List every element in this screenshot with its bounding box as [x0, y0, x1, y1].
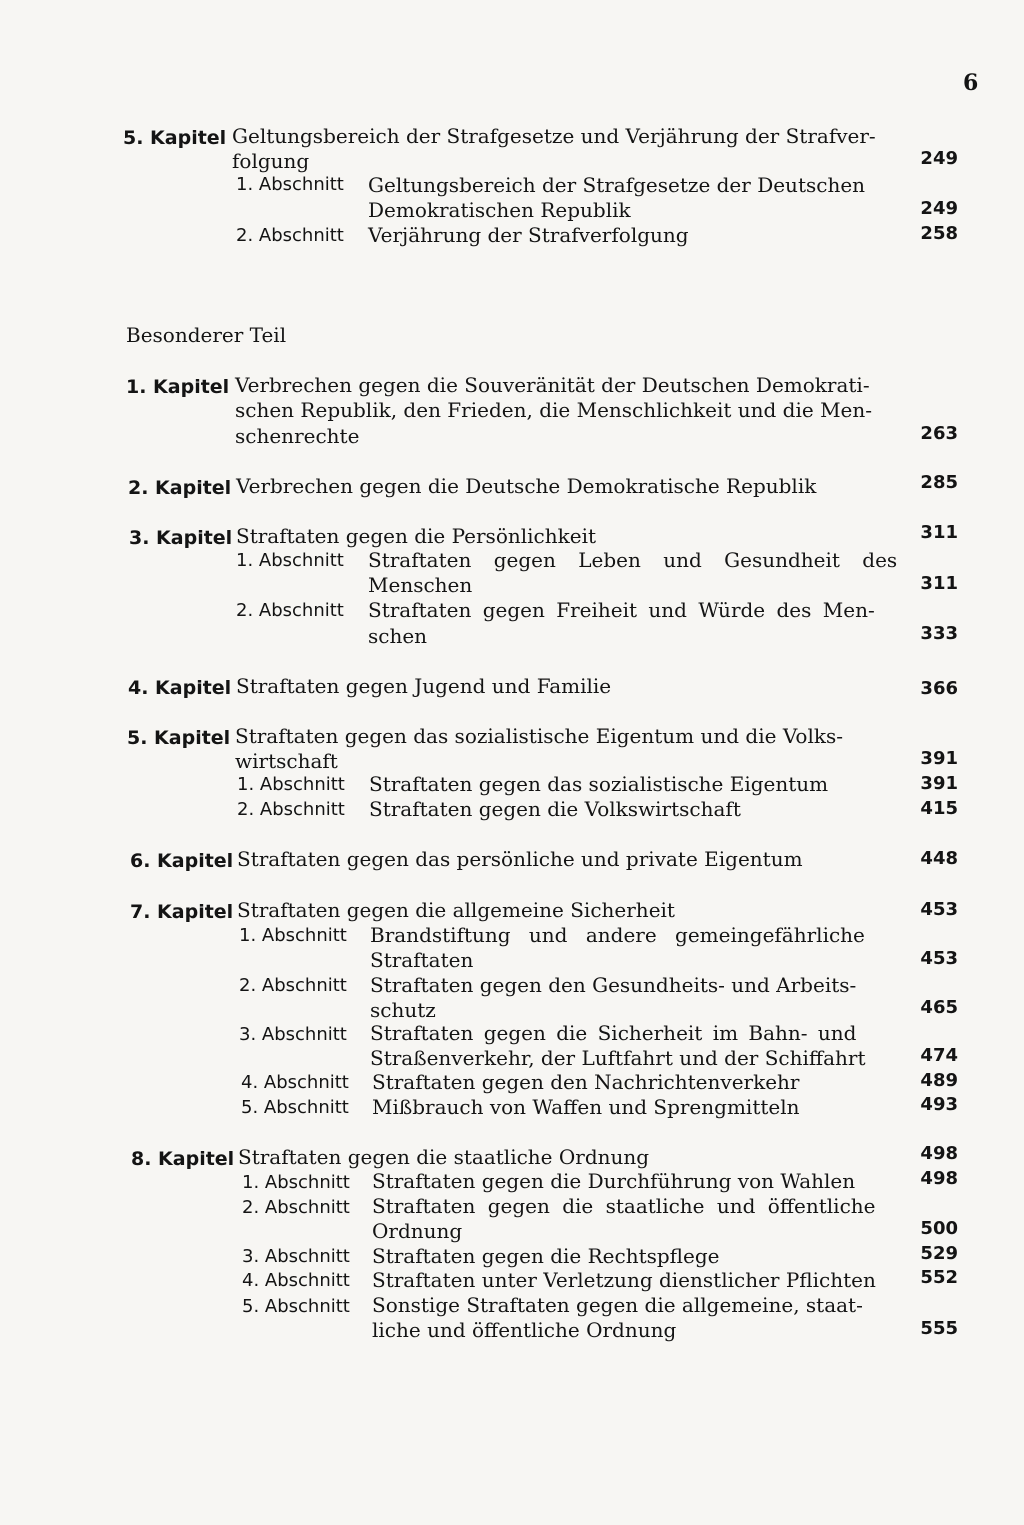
chapter-label: 7. Kapitel [130, 901, 234, 923]
chapter-label: 1. Kapitel [126, 376, 230, 398]
chapter-label: 6. Kapitel [130, 850, 234, 872]
chapter-title: Verbrechen gegen die Deutsche Demokratische Republik [236, 474, 817, 498]
page-ref: 448 [920, 848, 958, 869]
section-label: 1. Abschnitt [237, 774, 345, 795]
page-ref: 465 [920, 997, 958, 1018]
section-title: Straftaten gegen den Nachrichtenverkehr [372, 1070, 800, 1094]
page-ref: 258 [920, 223, 958, 244]
section-title: Demokratischen Republik [368, 198, 631, 222]
section-title: Straftaten gegen die Rechtspflege [372, 1244, 720, 1268]
page-ref: 529 [920, 1243, 958, 1264]
chapter-title: Geltungsbereich der Strafgesetze und Verjährung der Strafver- [232, 124, 876, 148]
page-ref: 453 [920, 948, 958, 969]
section-title: liche und öffentliche Ordnung [372, 1318, 677, 1342]
section-label: 1. Abschnitt [239, 925, 347, 946]
chapter-title: schenrechte [235, 424, 360, 448]
page-ref: 249 [920, 148, 958, 169]
page-ref: 493 [920, 1094, 958, 1115]
section-label: 1. Abschnitt [242, 1172, 350, 1193]
section-title: Brandstiftung und andere gemeingefährliche [370, 923, 865, 947]
section-title: Menschen [368, 573, 473, 597]
section-label: 1. Abschnitt [236, 174, 344, 195]
chapter-label: 8. Kapitel [131, 1148, 235, 1170]
page-ref: 249 [920, 198, 958, 219]
section-title: Straftaten gegen den Gesundheits- und Arbeits- [370, 973, 857, 997]
section-label: 4. Abschnitt [241, 1072, 349, 1093]
page-ref: 555 [920, 1318, 958, 1339]
section-label: 2. Abschnitt [239, 975, 347, 996]
section-title: Straftaten gegen die Durchführung von Wahlen [372, 1169, 856, 1193]
chapter-title: wirtschaft [235, 749, 338, 773]
chapter-label: 4. Kapitel [128, 677, 232, 699]
section-title: Straftaten gegen das sozialistische Eigentum [369, 772, 829, 796]
chapter-label: 2. Kapitel [128, 477, 232, 499]
section-title: Straftaten [370, 948, 474, 972]
part-heading: Besonderer Teil [126, 323, 287, 347]
section-title: Straftaten unter Verletzung dienstlicher Pflichten [372, 1268, 876, 1292]
chapter-label: 3. Kapitel [129, 527, 233, 549]
section-title: Straßenverkehr, der Luftfahrt und der Schiffahrt [370, 1046, 866, 1070]
page-ref: 391 [920, 748, 958, 769]
chapter-label: 5. Kapitel [123, 127, 227, 149]
section-title: Straftaten gegen Leben und Gesundheit des [368, 548, 898, 572]
section-title: Straftaten gegen die staatliche und öffentliche [372, 1194, 876, 1218]
section-title: Straftaten gegen die Volkswirtschaft [369, 797, 741, 821]
page-ref: 415 [920, 798, 958, 819]
section-title: schutz [370, 998, 436, 1022]
page-ref: 263 [920, 423, 958, 444]
page-ref: 498 [920, 1143, 958, 1164]
section-title: Sonstige Straftaten gegen die allgemeine, staat- [372, 1293, 863, 1317]
section-label: 4. Abschnitt [242, 1270, 350, 1291]
page-ref: 474 [920, 1045, 958, 1066]
section-label: 2. Abschnitt [236, 600, 344, 621]
section-title: Verjährung der Strafverfolgung [368, 223, 689, 247]
section-title: Mißbrauch von Waffen und Sprengmitteln [372, 1095, 800, 1119]
page-ref: 500 [920, 1218, 958, 1239]
page-ref: 285 [920, 472, 958, 493]
section-title: Geltungsbereich der Strafgesetze der Deutschen [368, 173, 866, 197]
chapter-title: Straftaten gegen das sozialistische Eigentum und die Volks- [235, 724, 844, 748]
chapter-title: Straftaten gegen Jugend und Familie [236, 674, 612, 698]
section-label: 3. Abschnitt [239, 1024, 347, 1045]
page-ref: 333 [920, 623, 958, 644]
page-ref: 489 [920, 1070, 958, 1091]
page-ref: 311 [920, 522, 958, 543]
chapter-title: Straftaten gegen die staatliche Ordnung [238, 1145, 650, 1169]
section-label: 1. Abschnitt [236, 550, 344, 571]
section-title: schen [368, 624, 428, 648]
section-label: 5. Abschnitt [242, 1296, 350, 1317]
section-label: 2. Abschnitt [237, 799, 345, 820]
section-label: 2. Abschnitt [242, 1197, 350, 1218]
section-label: 5. Abschnitt [241, 1097, 349, 1118]
chapter-title: folgung [232, 149, 310, 173]
page-number: 6 [963, 70, 979, 96]
chapter-title: Straftaten gegen das persönliche und private Eigentum [237, 847, 803, 871]
page-ref: 391 [920, 773, 958, 794]
section-title: Straftaten gegen Freiheit und Würde des Men- [368, 598, 875, 622]
page-ref: 498 [920, 1168, 958, 1189]
page-ref: 552 [920, 1267, 958, 1288]
page-ref: 366 [920, 678, 958, 699]
section-label: 3. Abschnitt [242, 1246, 350, 1267]
chapter-title: Straftaten gegen die allgemeine Sicherheit [237, 898, 675, 922]
page-ref: 311 [920, 573, 958, 594]
section-title: Ordnung [372, 1219, 463, 1243]
chapter-label: 5. Kapitel [127, 727, 231, 749]
chapter-title: Verbrechen gegen die Souveränität der Deutschen Demokrati- [235, 373, 870, 397]
section-label: 2. Abschnitt [236, 225, 344, 246]
page-ref: 453 [920, 899, 958, 920]
chapter-title: Straftaten gegen die Persönlichkeit [236, 524, 597, 548]
chapter-title: schen Republik, den Frieden, die Menschlichkeit und die Men- [235, 398, 873, 422]
section-title: Straftaten gegen die Sicherheit im Bahn- und [370, 1021, 857, 1045]
